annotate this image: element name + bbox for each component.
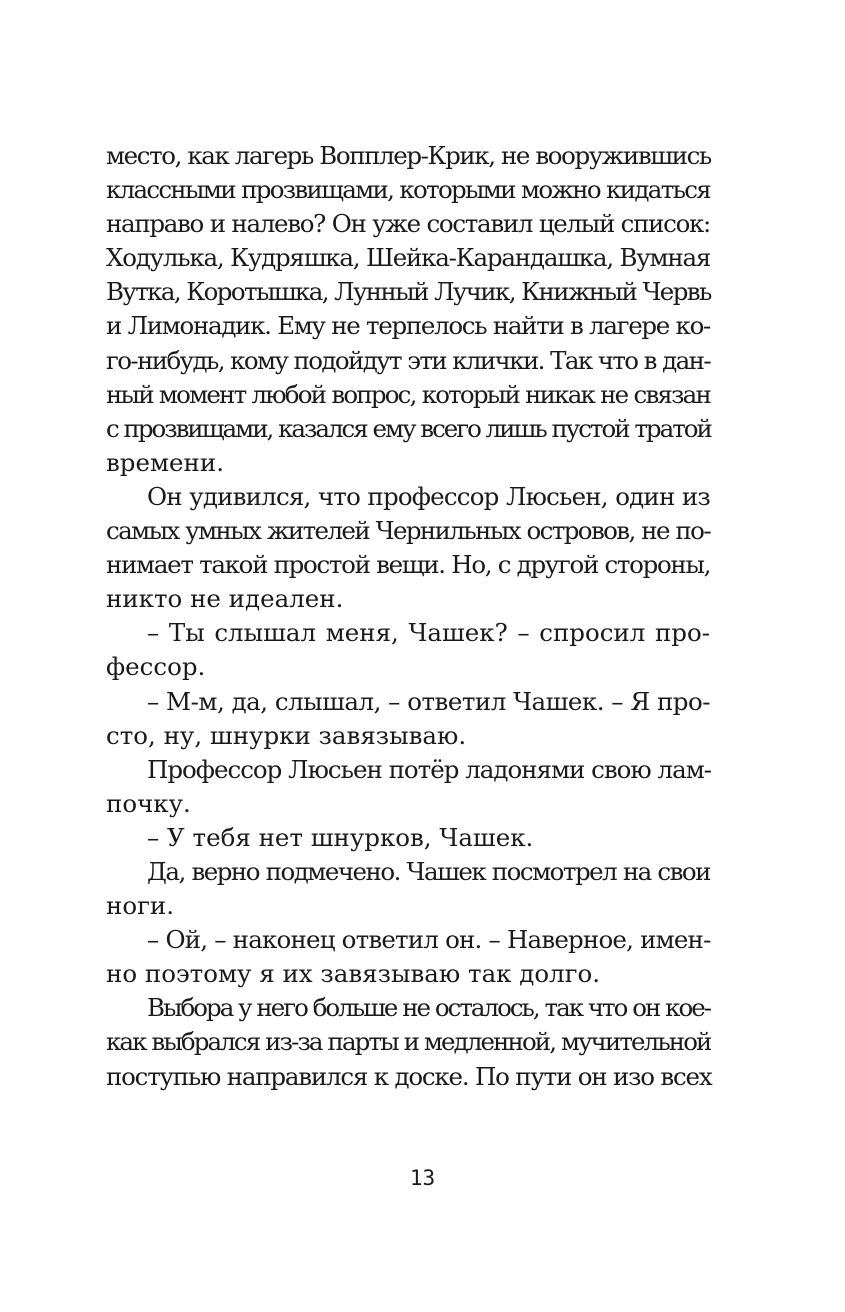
text-line: Он удивился, что профессор Люсьен, один из <box>147 481 710 511</box>
text-line: поступью направился к доске. По пути он изо всех <box>106 1061 712 1091</box>
text-line: – У тебя нет шнурков, Чашек. <box>147 822 534 852</box>
page-number: 13 <box>409 1166 436 1190</box>
text-line: Да, верно подмечено. Чашек посмотрел на свои <box>147 856 710 886</box>
text-line: направо и налево? Он уже составил целый список: <box>106 209 710 239</box>
text-line: времени. <box>106 447 224 477</box>
text-line: – Ты слышал меня, Чашек? – спросил про- <box>147 618 710 648</box>
text-line: классными прозвищами, которыми можно кидаться <box>106 175 710 205</box>
text-line: ный момент любой вопрос, который никак не связан <box>106 379 710 409</box>
text-line: Вутка, Коротышка, Лунный Лучик, Книжный Червь <box>106 277 711 307</box>
text-line: – Ой, – наконец ответил он. – Наверное, имен- <box>147 925 711 955</box>
text-line: но поэтому я их завязываю так долго. <box>106 959 601 989</box>
text-line: почку. <box>106 788 191 818</box>
text-line: самых умных жителей Чернильных островов, не по- <box>106 516 710 546</box>
text-line: место, как лагерь Вопплер-Крик, не вооружившись <box>106 141 711 170</box>
text-line: как выбрался из-за парты и медленной, мучительной <box>106 1027 711 1057</box>
text-line: с прозвищами, казался ему всего лишь пустой тратой <box>106 413 711 443</box>
text-line: Выбора у него больше не осталось, так что он кое- <box>147 993 710 1023</box>
text-line: и Лимонадик. Ему не терпелось найти в лагере ко- <box>106 311 710 341</box>
text-line: фессор. <box>106 652 206 682</box>
text-line: нимает такой простой вещи. Но, с другой стороны, <box>106 550 711 580</box>
text-line: Профессор Люсьен потёр ладонями свою лам- <box>147 754 712 784</box>
text-line: Ходулька, Кудряшка, Шейка-Карандашка, Вумная <box>106 243 711 273</box>
text-line: никто не идеален. <box>106 584 344 614</box>
text-line: го-нибудь, кому подойдут эти клички. Так что в дан- <box>106 345 710 375</box>
body-text <box>106 139 710 1094</box>
text-line: сто, ну, шнурки завязываю. <box>106 720 467 750</box>
text-line: – М-м, да, слышал, – ответил Чашек. – Я про- <box>147 686 710 716</box>
text-line: ноги. <box>106 891 175 921</box>
